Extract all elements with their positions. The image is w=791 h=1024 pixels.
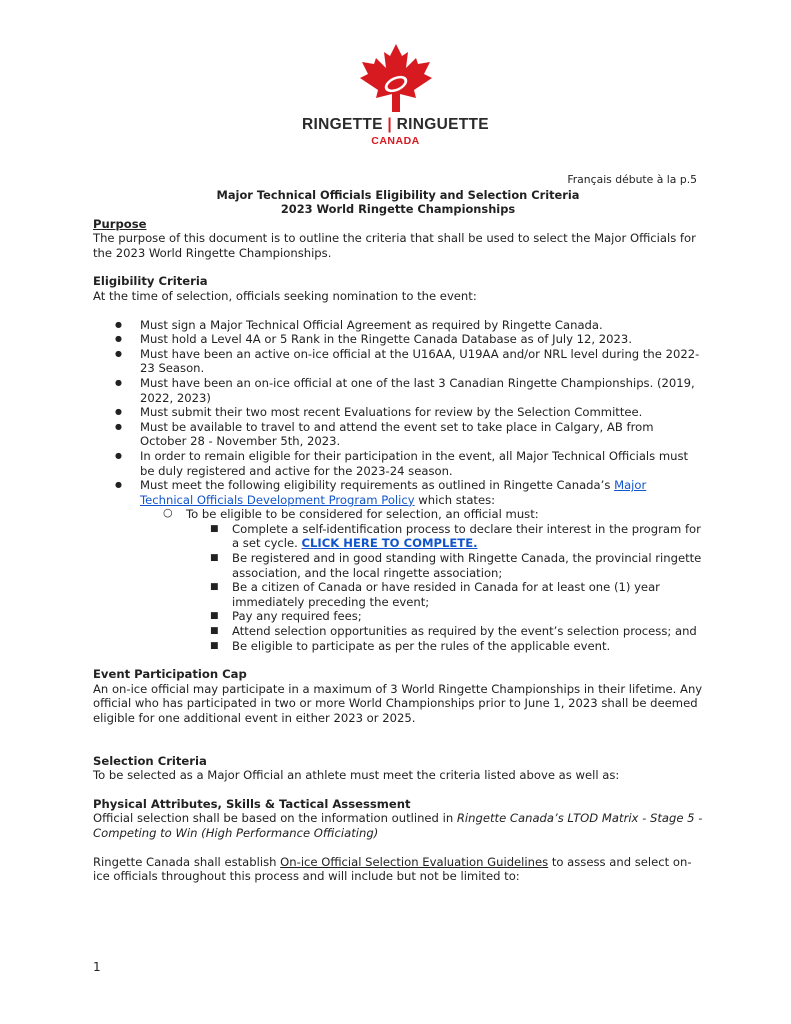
- physical-heading: Physical Attributes, Skills & Tactical Assessment: [93, 796, 411, 811]
- list-item: ■ Be eligible to participate as per the rules of the applicable event.: [93, 639, 703, 654]
- purpose-text: The purpose of this document is to outline the criteria that shall be used to select the Major Officials for the 2023 World Ringette Championships.: [93, 231, 696, 260]
- list-item: ● Must sign a Major Technical Official Agreement as required by Ringette Canada.: [93, 318, 703, 333]
- list-item: ● Must have been an on-ice official at one of the last 3 Canadian Ringette Championships. (2019, 2022, 2023): [93, 376, 703, 405]
- list-item: ● Must hold a Level 4A or 5 Rank in the Ringette Canada Database as of July 12, 2023.: [93, 332, 703, 347]
- purpose-heading: Purpose: [93, 216, 147, 231]
- list-item: ● In order to remain eligible for their participation in the event, all Major Technical Officials must be duly registered and active for the 2023-24 season.: [93, 449, 703, 478]
- selection-text: To be selected as a Major Official an athlete must meet the criteria listed above as well as:: [93, 768, 620, 783]
- policy-link[interactable]: Major Technical Officials Development Program Policy: [140, 478, 647, 507]
- cap-heading: Event Participation Cap: [93, 667, 247, 682]
- french-note: Français débute à la p.5: [567, 173, 697, 186]
- list-item: ■ Pay any required fees;: [93, 609, 703, 624]
- maple-leaf-icon: [358, 42, 434, 114]
- sub-list: [93, 507, 703, 522]
- eligibility-list: [93, 318, 703, 508]
- list-item: ■ Be registered and in good standing with Ringette Canada, the provincial ringette association, and the local ringette association;: [93, 551, 703, 580]
- ringette-canada-logo: [0, 42, 791, 147]
- cap-text: An on-ice official may participate in a maximum of 3 World Ringette Championships in their lifetime. Any official who has participated in two or more World Championships prior to June 1, 2023 shall be deemed eligible for one additional event in either 2023 or 2025.: [93, 681, 703, 725]
- list-item: ● Must have been an active on-ice official at the U16AA, U19AA and/or NRL level during the 2022-23 Season.: [93, 347, 703, 376]
- eligibility-heading: Eligibility Criteria: [93, 274, 208, 289]
- list-item: ■ Complete a self-identification process to declare their interest in the program for a set cycle. CLICK HERE TO COMPLETE.: [93, 522, 703, 551]
- list-item: ○ To be eligible to be considered for selection, an official must:: [93, 507, 703, 522]
- requirements-list: [93, 522, 703, 653]
- list-item: ● Must be available to travel to and attend the event set to take place in Calgary, AB from October 28 - November 5th, 2023.: [93, 420, 703, 449]
- list-item: ● Must meet the following eligibility requirements as outlined in Ringette Canada’s Major Technical Officials Development Program Policy which states:: [93, 478, 703, 507]
- document-body: [93, 173, 703, 884]
- page-number: 1: [93, 960, 101, 974]
- logo-subtitle: CANADA: [371, 135, 420, 147]
- document-title: Major Technical Officials Eligibility and Selection Criteria 2023 World Ringette Championships: [216, 187, 580, 217]
- list-item: ■ Be a citizen of Canada or have resided in Canada for at least one (1) year immediately preceding the event;: [93, 580, 703, 609]
- list-item: ■ Attend selection opportunities as required by the event’s selection process; and: [93, 624, 703, 639]
- selection-heading: Selection Criteria: [93, 753, 207, 768]
- evaluation-text: Ringette Canada shall establish On-ice Official Selection Evaluation Guidelines to assess and select on-ice officials throughout this process and will include but not be limited to:: [93, 854, 692, 884]
- list-item: ● Must submit their two most recent Evaluations for review by the Selection Committee.: [93, 405, 703, 420]
- eligibility-intro: At the time of selection, officials seeking nomination to the event:: [93, 288, 477, 303]
- click-here-to-complete-link[interactable]: CLICK HERE TO COMPLETE.: [301, 536, 478, 551]
- physical-text: Official selection shall be based on the information outlined in Ringette Canada’s LTOD Matrix - Stage 5 - Competing to Win (High Performance Officiating): [93, 811, 703, 840]
- logo-wordmark: RINGETTE | RINGUETTE: [302, 116, 489, 133]
